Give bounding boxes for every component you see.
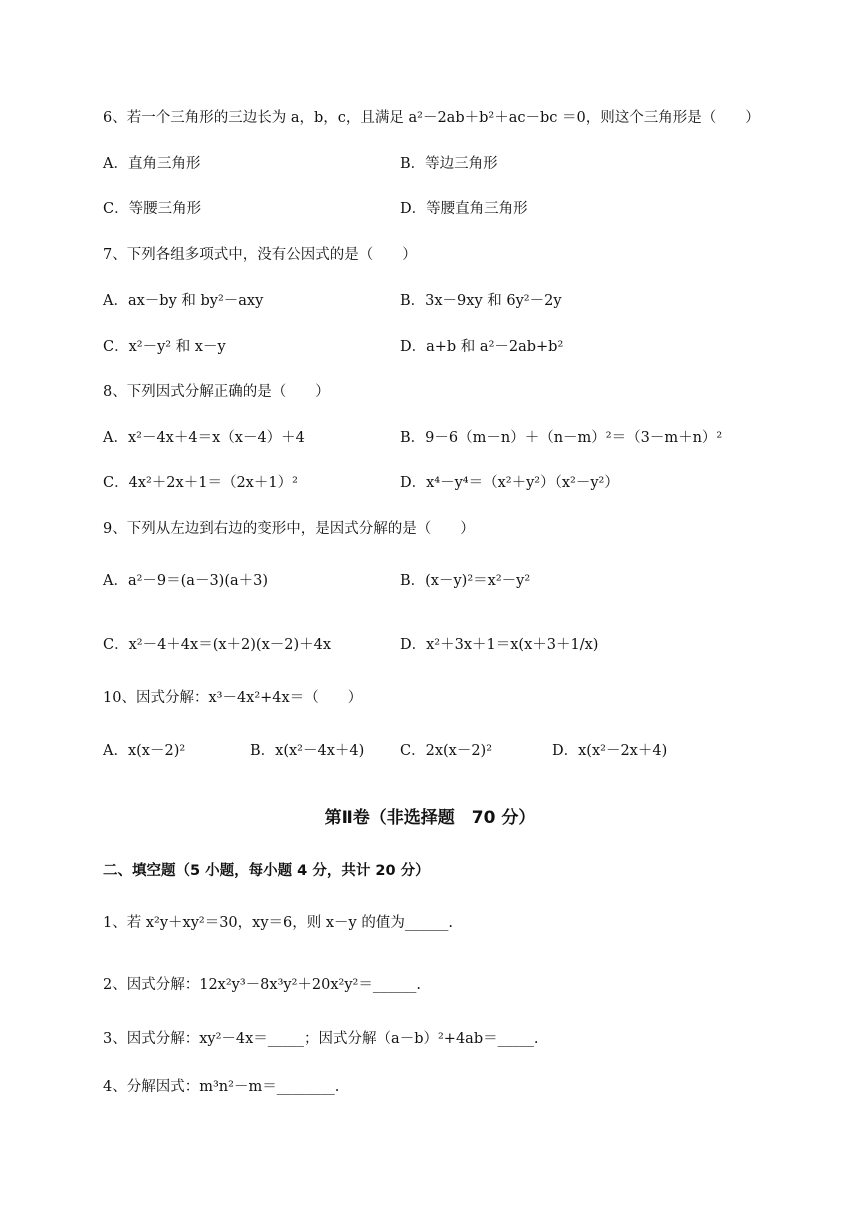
question-7-stem: 7、下列各组多项式中，没有公因式的是（ ） (103, 247, 417, 263)
question-6-stem: 6、若一个三角形的三边长为 a，b，c，且满足 a²－2ab＋b²＋ac－bc ＝0，则这个三角形是（ ） (103, 110, 760, 126)
question-10-stem: 10、因式分解：x³－4x²+4x＝（ ） (103, 690, 363, 706)
question-9-option-c: C．x²－4＋4x＝(x＋2)(x－2)＋4x (103, 637, 332, 653)
question-7-option-a: A．ax－by 和 by²－axy (103, 293, 264, 309)
question-8-option-d: D．x⁴－y⁴＝（x²＋y²）（x²－y²） (400, 475, 619, 491)
question-10-option-a: A．x(x－2)² (103, 743, 186, 759)
question-8-option-a: A．x²－4x＋4＝x（x－4）＋4 (103, 430, 305, 446)
question-9-stem: 9、下列从左边到右边的变形中，是因式分解的是（ ） (103, 521, 475, 537)
question-10-option-d: D．x(x²－2x＋4) (552, 743, 668, 759)
part-title: 二、填空题（5 小题，每小题 4 分，共计 20 分） (103, 863, 430, 879)
question-8-option-c: C．4x²＋2x＋1＝（2x＋1）² (103, 475, 298, 491)
question-6-option-a: A．直角三角形 (103, 156, 201, 172)
question-10-option-b: B．x(x²－4x＋4) (250, 743, 365, 759)
question-6-option-b: B．等边三角形 (400, 156, 498, 172)
question-6-option-c: C．等腰三角形 (103, 201, 202, 217)
question-9-option-a: A．a²－9＝(a－3)(a＋3) (103, 573, 269, 589)
fill-question-4: 4、分解因式：m³n²－m＝________. (103, 1079, 340, 1095)
question-9-option-b: B．(x－y)²＝x²－y² (400, 573, 531, 589)
fill-question-1: 1、若 x²y＋xy²＝30，xy＝6，则 x－y 的值为______. (103, 915, 453, 931)
question-9-option-d: D．x²＋3x＋1＝x(x＋3＋1/x) (400, 637, 599, 653)
fill-question-2: 2、因式分解：12x²y³－8x³y²＋20x²y²＝______. (103, 977, 421, 993)
question-8-stem: 8、下列因式分解正确的是（ ） (103, 384, 330, 400)
question-7-option-c: C．x²－y² 和 x－y (103, 339, 226, 355)
question-7-option-b: B．3x－9xy 和 6y²－2y (400, 293, 562, 309)
section-title: 第Ⅱ卷（非选择题 70 分） (324, 808, 536, 828)
question-10-option-c: C．2x(x－2)² (400, 743, 493, 759)
fill-question-3: 3、因式分解：xy²－4x＝_____；因式分解（a－b）²+4ab＝_____. (103, 1031, 539, 1047)
question-7-option-d: D．a+b 和 a²－2ab+b² (400, 339, 564, 355)
question-6-option-d: D．等腰直角三角形 (400, 201, 528, 217)
question-8-option-b: B．9－6（m－n）＋（n－m）²＝（3－m＋n）² (400, 430, 723, 446)
